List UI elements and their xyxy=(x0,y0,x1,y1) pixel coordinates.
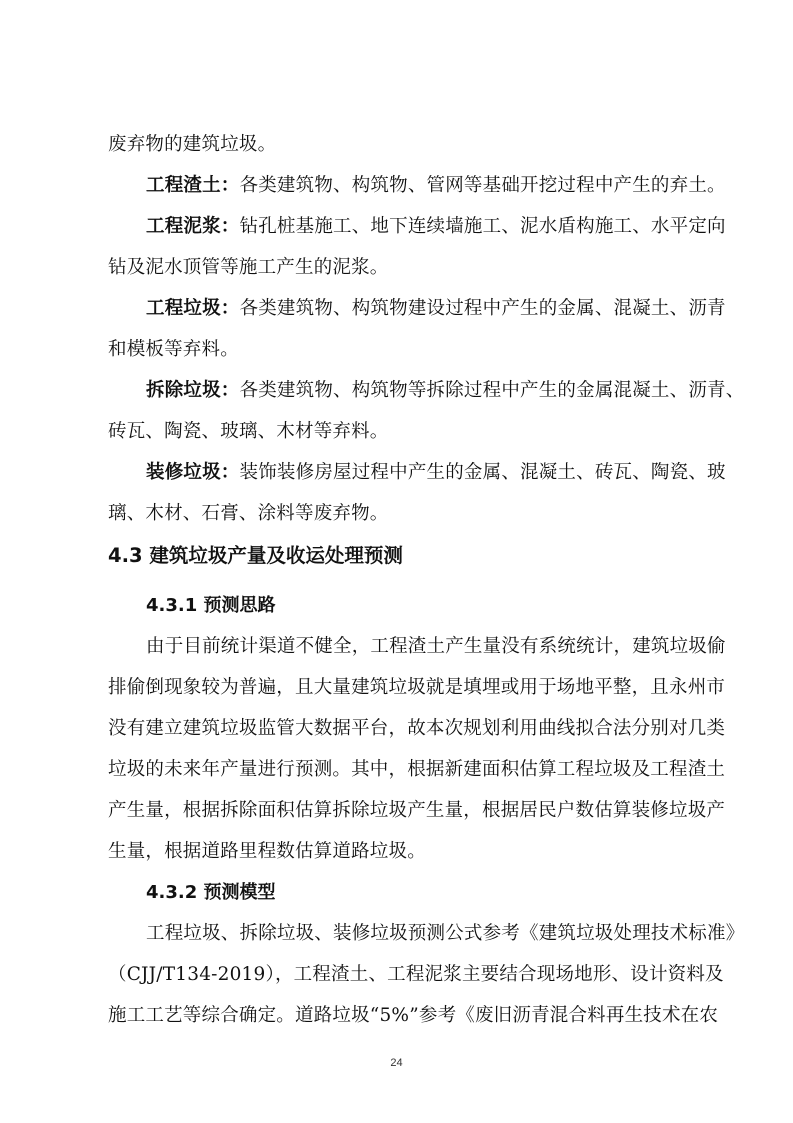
definition-zhatu xyxy=(146,174,746,198)
paragraph-line: 施工工艺等综合确定。道路垃圾“5%”参考《废旧沥青混合料再生技术在农 xyxy=(108,1005,719,1026)
paragraph-line: 没有建立建筑垃圾监管大数据平台，故本次规划利用曲线拟合法分别对几类 xyxy=(108,718,726,739)
text-line: 砖瓦、陶瓷、玻璃、木材等弃料。 xyxy=(108,421,389,442)
subsection-heading: 4.3.2 预测模型 xyxy=(146,882,276,903)
term-text: 各类建筑物、构筑物建设过程中产生的金属、混凝土、沥青 xyxy=(239,298,726,319)
text-line: 璃、木材、石膏、涂料等废弃物。 xyxy=(108,503,389,524)
term-text: 各类建筑物、构筑物等拆除过程中产生的金属混凝土、沥青、 xyxy=(239,380,745,401)
text-line: 和模板等弃料。 xyxy=(108,339,239,360)
paragraph-line: 生量，根据道路里程数估算道路垃圾。 xyxy=(108,841,426,862)
subsection-heading: 4.3.1 预测思路 xyxy=(146,595,276,616)
paragraph-line: 产生量，根据拆除面积估算拆除垃圾产生量，根据居民户数估算装修垃圾产 xyxy=(108,800,726,821)
term-label: 装修垃圾： xyxy=(146,462,240,483)
text-line: 废弃物的建筑垃圾。 xyxy=(108,134,277,155)
term-label: 工程垃圾： xyxy=(146,298,240,319)
definition-chaichu xyxy=(146,379,746,403)
text-line: 钻及泥水顶管等施工产生的泥浆。 xyxy=(108,257,389,278)
paragraph-line: 工程垃圾、拆除垃圾、装修垃圾预测公式参考《建筑垃圾处理技术标准》 xyxy=(146,923,745,944)
term-text: 装饰装修房屋过程中产生的金属、混凝土、砖瓦、陶瓷、玻 xyxy=(239,462,726,483)
term-text: 钻孔桩基施工、地下连续墙施工、泥水盾构施工、水平定向 xyxy=(239,216,726,237)
paragraph-line: 垃圾的未来年产量进行预测。其中，根据新建面积估算工程垃圾及工程渣土 xyxy=(108,759,726,780)
paragraph-line: 排偷倒现象较为普遍，且大量建筑垃圾就是填埋或用于场地平整，且永州市 xyxy=(108,677,726,698)
term-label: 工程渣土： xyxy=(146,175,240,196)
definition-laji xyxy=(146,297,746,321)
definition-nijiang xyxy=(146,215,746,239)
term-text: 各类建筑物、构筑物、管网等基础开挖过程中产生的弃土。 xyxy=(239,175,726,196)
term-label: 拆除垃圾： xyxy=(146,380,240,401)
paragraph-line: （CJJ/T134-2019），工程渣土、工程泥浆主要结合现场地形、设计资料及 xyxy=(108,964,724,985)
section-heading: 4.3 建筑垃圾产量及收运处理预测 xyxy=(108,544,403,567)
term-label: 工程泥浆： xyxy=(146,216,240,237)
page-number: 24 xyxy=(390,1057,403,1069)
definition-zhuangxiu xyxy=(146,461,746,485)
paragraph-line: 由于目前统计渠道不健全，工程渣土产生量没有系统统计，建筑垃圾偷 xyxy=(146,636,726,657)
